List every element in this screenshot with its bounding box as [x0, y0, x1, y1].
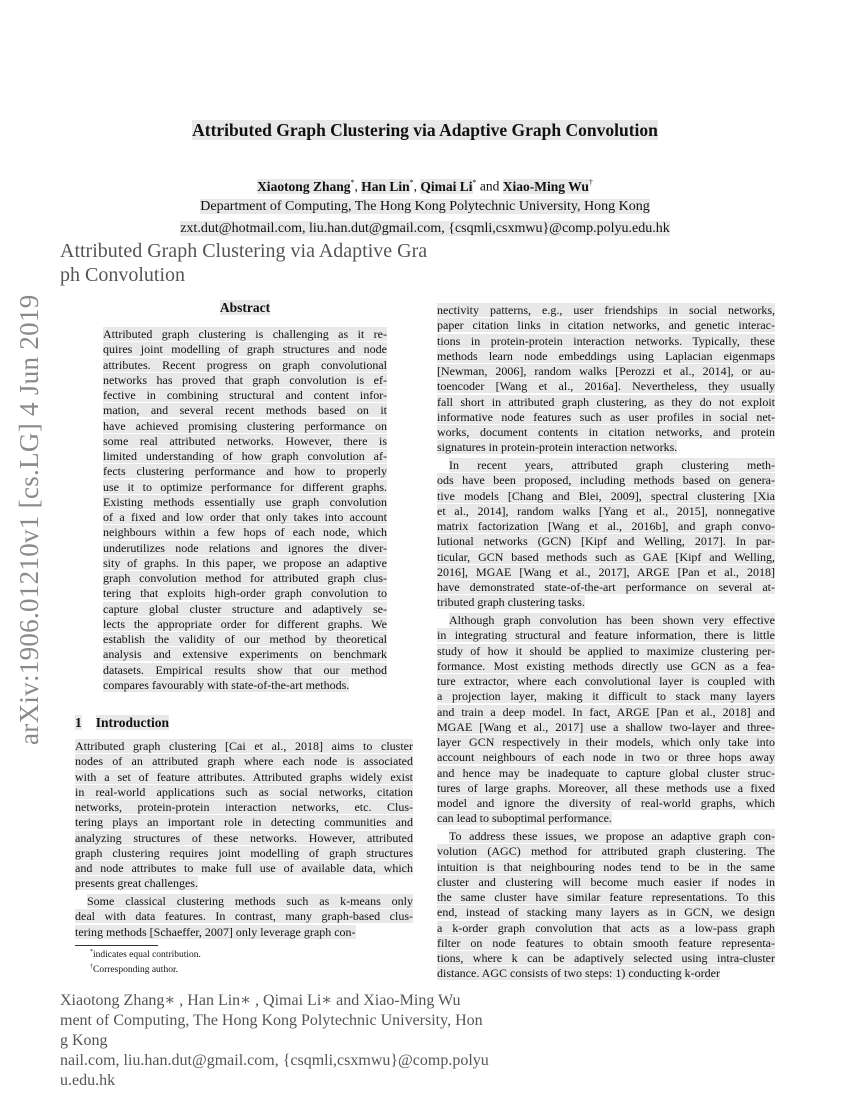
footnote-mark: * — [90, 949, 93, 955]
text-line — [437, 440, 775, 455]
section-number: 1 — [75, 715, 82, 730]
text-line-content: layer GCN respectively in their models, which only take into — [437, 735, 775, 749]
text-line-content: signatures in protein-protein interaction networks. — [437, 440, 678, 455]
text-line-content: quires joint modelling of graph structures and node — [103, 342, 387, 357]
text-line-content: ture extractor, where each convolutional layer is coupled with — [437, 674, 775, 688]
text-line-content: a projection layer, making it difficult to stack many layers — [437, 689, 775, 704]
text-line-content: formance. Most existing methods directly use GCN as a fea- — [437, 658, 775, 673]
text-line-content: analysis and extensive experiments on benchmark — [103, 647, 387, 662]
text-line — [437, 550, 775, 565]
text-line — [437, 750, 775, 765]
author-emails-text: zxt.dut@hotmail.com, liu.han.dut@gmail.com, {csqmli,csxmwu}@comp.polyu.edu.hk — [180, 221, 670, 236]
introduction-body-right — [437, 303, 775, 984]
text-line-content: Existing methods essentially use graph convolution — [103, 494, 387, 509]
ghost-dept-overlay-2: g Kong — [60, 1032, 108, 1049]
text-line-content: study of how it should be applied to maximize clustering per- — [437, 643, 775, 658]
text-line — [437, 395, 775, 410]
text-line-content: and train a deep model. In fact, ARGE [Pan et al., 2018] and — [437, 704, 775, 719]
text-line — [437, 334, 775, 349]
text-line-content: ticular, GCN based methods such as GAE [Kipf and Welling, — [437, 549, 775, 564]
text-line-content: volution (AGC) method for attributed graph clustering. The — [437, 844, 775, 859]
abstract-body — [103, 327, 387, 696]
affiliation-text: Department of Computing, The Hong Kong Polytechnic University, Hong Kong — [200, 199, 650, 214]
abstract-heading — [103, 300, 387, 316]
text-line-content: in integrating structural and feature information, there is little — [437, 628, 775, 643]
text-line-content: lects the appropriate order for different graphs. We — [103, 616, 387, 631]
text-line — [437, 379, 775, 394]
text-line — [437, 504, 775, 519]
text-line-content: with a set of feature attributes. Attributed graphs widely exist — [75, 769, 413, 784]
text-line-content: limited understanding of how graph convolution af- — [103, 449, 387, 463]
footnote-rule — [75, 945, 158, 946]
text-line-content: tive models [Chang and Blei, 2009], spectral clustering [Xia — [437, 488, 775, 503]
text-line — [103, 617, 387, 632]
ghost-authors-overlay: Xiaotong Zhang∗ , Han Lin∗ , Qimai Li∗ and Xiao-Ming Wu — [60, 992, 461, 1009]
text-line-content: analyzing structures of these networks. However, attributed — [75, 830, 413, 845]
text-line — [437, 364, 775, 379]
text-line-content: account neighbours of each node in two or three hops away — [437, 750, 775, 765]
ghost-emails-overlay-2: u.edu.hk — [60, 1072, 116, 1089]
text-line — [437, 458, 775, 473]
text-line — [103, 571, 387, 586]
text-line-content: Attributed graph clustering is challenging as it re- — [103, 327, 387, 341]
text-line — [75, 815, 413, 830]
text-line — [75, 876, 413, 891]
text-line — [437, 951, 775, 966]
affiliation — [0, 199, 850, 215]
text-line-content: MGAE [Wang et al., 2017] use a shallow two-layer and three- — [437, 719, 775, 734]
text-line-content: the same cluster have similar feature representations. To this — [437, 890, 775, 904]
text-line-content: et al., 2014], random walks [Yang et al., 2015], nonnegative — [437, 503, 775, 518]
text-line — [437, 595, 775, 610]
text-line-content: tions, where k can be adaptively selected using intra-cluster — [437, 951, 775, 965]
text-line-content: tions in protein-protein interaction networks. Typically, these — [437, 333, 775, 348]
text-line — [437, 519, 775, 534]
text-line-content: toencoder [Wang et al., 2016a]. Nevertheless, they usually — [437, 379, 775, 394]
ghost-title-overlay: Attributed Graph Clustering via Adaptive Gra — [60, 240, 428, 262]
text-line — [75, 861, 413, 876]
text-line — [103, 525, 387, 540]
text-line — [103, 632, 387, 647]
text-line — [103, 480, 387, 495]
text-line — [437, 580, 775, 595]
text-line — [437, 410, 775, 425]
text-line-content: Some classical clustering methods such as k-means only — [87, 894, 413, 908]
arxiv-identifier: arXiv:1906.01210v1 [cs.LG] 4 Jun 2019 — [14, 294, 44, 745]
text-line-content: methods learn node embeddings using Laplacian eigenmaps — [437, 348, 775, 363]
author-mark: * — [409, 178, 414, 187]
text-line — [437, 318, 775, 333]
text-line-content: use it to optimize performance for different graphs. — [103, 479, 387, 494]
paragraph — [437, 613, 775, 827]
text-line — [437, 829, 775, 844]
text-line-content: [Newman, 2006], random walks [Perozzi et al., 2014], or au- — [437, 364, 775, 378]
text-line-content: tributed graph clustering tasks. — [437, 595, 585, 610]
author-mark: † — [588, 178, 593, 187]
text-line-content: works, document contents in citation networks, and protein — [437, 425, 775, 439]
text-line-content: model and ignore the diversity of real-world graphs, which — [437, 796, 775, 810]
paragraph — [103, 327, 387, 693]
author-separator: , — [413, 178, 421, 194]
text-line-content: have demonstrated state-of-the-art performance on several at- — [437, 580, 775, 594]
text-line — [103, 663, 387, 678]
text-line-content: cluster and clustering will become much easier if nodes in — [437, 874, 775, 889]
text-line-content: Attributed graph clustering [Cai et al., 2018] aims to cluster — [75, 739, 413, 753]
text-line — [437, 303, 775, 318]
author-name: Xiaotong Zhang — [257, 178, 351, 194]
footnote-equal-contribution — [90, 949, 201, 960]
footnote-text: Corresponding author. — [93, 965, 178, 976]
paragraph — [437, 458, 775, 611]
text-line — [437, 473, 775, 488]
author-name: Xiao-Ming Wu — [502, 178, 589, 194]
text-line-content: paper citation links in citation networks, and genetic interac- — [437, 318, 775, 333]
text-line — [437, 781, 775, 796]
text-line — [437, 628, 775, 643]
text-line — [103, 510, 387, 525]
text-line — [75, 785, 413, 800]
paper-title — [0, 120, 850, 141]
ghost-dept-overlay: ment of Computing, The Hong Kong Polytechnic University, Hon — [60, 1012, 483, 1029]
text-line-content: datasets. Empirical results show that our method — [103, 662, 387, 677]
text-line-content: mation, and several recent methods based on it — [103, 403, 387, 418]
text-line — [75, 846, 413, 861]
text-line-content: tering plays an important role in detecting communities and — [75, 815, 413, 830]
text-line-content: sity of graphs. In this paper, we propose an adaptive — [103, 555, 387, 570]
text-line — [75, 894, 413, 909]
text-line-content: can lead to suboptimal performance. — [437, 811, 612, 826]
text-line-content: attributes. Recent progress on graph convolutional — [103, 357, 387, 372]
text-line — [103, 342, 387, 357]
text-line-content: presents great challenges. — [75, 876, 198, 891]
text-line — [75, 925, 413, 940]
author-name: Qimai Li — [420, 178, 473, 194]
text-line — [103, 449, 387, 464]
text-line — [437, 720, 775, 735]
text-line-content: and hence may be inadequate to capture global cluster struc- — [437, 765, 775, 780]
text-line — [75, 754, 413, 769]
author-separator: , — [354, 178, 362, 194]
text-line-content: distance. AGC consists of two steps: 1) conducting k-order — [437, 966, 720, 981]
text-line — [437, 921, 775, 936]
text-line — [103, 327, 387, 342]
text-line — [103, 419, 387, 434]
text-line — [437, 613, 775, 628]
text-line — [437, 425, 775, 440]
section-title: Introduction — [95, 715, 170, 730]
text-line — [437, 659, 775, 674]
text-line — [437, 860, 775, 875]
introduction-body-left — [75, 739, 413, 942]
text-line-content: informative node features such as user profiles in social net- — [437, 409, 775, 424]
text-line-content: and node attributes to make full use of available data, which — [75, 861, 413, 875]
section-heading-introduction — [75, 715, 169, 731]
text-line-content: networks has proved that graph convolution is ef- — [103, 372, 387, 387]
text-line — [437, 489, 775, 504]
text-line-content: a k-order graph convolution that acts as a low-pass graph — [437, 920, 775, 935]
text-line — [75, 800, 413, 815]
text-line — [103, 602, 387, 617]
text-line — [75, 770, 413, 785]
text-line — [437, 890, 775, 905]
text-line-content: intuition is that neighbouring nodes tend to be in the same — [437, 859, 775, 874]
text-line — [437, 936, 775, 951]
text-line-content: underutilizes node relations and ignores the diver- — [103, 540, 387, 555]
author-name: Han Lin — [361, 178, 410, 194]
paper-title-text: Attributed Graph Clustering via Adaptive Graph Convolution — [192, 120, 658, 140]
text-line — [103, 541, 387, 556]
text-line-content: have achieved promising clustering performance on — [103, 418, 387, 433]
text-line — [75, 739, 413, 754]
text-line-content: neighbours within a few hops of each node, which — [103, 525, 387, 540]
text-line — [75, 831, 413, 846]
text-line-content: tering methods [Schaeffer, 2007] only leverage graph con- — [75, 924, 356, 939]
text-line-content: 2016], MGAE [Wang et al., 2017], ARGE [Pan et al., 2018] — [437, 564, 775, 579]
footnote-mark: † — [90, 964, 93, 970]
author-mark: * — [350, 178, 355, 187]
footnote-text: indicates equal contribution. — [93, 950, 201, 961]
text-line — [103, 495, 387, 510]
author-separator: and — [476, 178, 503, 194]
text-line — [103, 358, 387, 373]
paragraph — [437, 303, 775, 456]
text-line — [437, 349, 775, 364]
text-line-content: ods have been proposed, including methods based on genera- — [437, 473, 775, 488]
text-line — [75, 909, 413, 924]
text-line-content: tering that exploits high-order graph convolution to — [103, 586, 387, 601]
text-line — [103, 647, 387, 662]
text-line-content: establish the validity of our method by theoretical — [103, 632, 387, 646]
text-line — [437, 875, 775, 890]
text-line — [103, 586, 387, 601]
text-line-content: fective in combining structural and content infor- — [103, 388, 387, 402]
text-line-content: fall short in attributed graph clustering, as they do not exploit — [437, 394, 775, 409]
text-line — [103, 434, 387, 449]
text-line — [103, 403, 387, 418]
text-line — [437, 674, 775, 689]
author-emails — [0, 221, 850, 237]
text-line — [437, 796, 775, 811]
text-line-content: of a fixed and low order that only takes into account — [103, 510, 387, 524]
text-line-content: deal with data features. In contrast, many graph-based clus- — [75, 909, 413, 924]
text-line-content: graph convolution method for attributed graph clus- — [103, 571, 387, 585]
ghost-title-overlay-2: ph Convolution — [60, 264, 186, 286]
text-line-content: fects clustering performance and how to properly — [103, 464, 387, 479]
text-line-content: In recent years, attributed graph clustering meth- — [449, 458, 775, 472]
text-line-content: networks, protein-protein interaction networks, etc. Clus- — [75, 800, 413, 814]
text-line-content: tures of large graphs. Moreover, all these methods use a fixed — [437, 780, 775, 795]
paragraph — [75, 739, 413, 892]
text-line — [437, 811, 775, 826]
text-line-content: To address these issues, we propose an adaptive graph con- — [449, 829, 775, 843]
text-line-content: in real-world applications such as social networks, citation — [75, 784, 413, 799]
text-line-content: graph clustering requires joint modelling of graph structures — [75, 845, 413, 860]
text-line — [103, 464, 387, 479]
text-line-content: capture global cluster structure and adaptively se- — [103, 601, 387, 616]
ghost-emails-overlay: nail.com, liu.han.dut@gmail.com, {csqmli,csxmwu}@comp.polyu — [60, 1052, 489, 1069]
text-line — [437, 844, 775, 859]
text-line-content: nectivity patterns, e.g., user friendships in social networks, — [437, 303, 775, 317]
text-line — [437, 534, 775, 549]
paragraph — [75, 894, 413, 940]
abstract-heading-text: Abstract — [219, 300, 271, 315]
text-line — [437, 966, 775, 981]
text-line — [103, 373, 387, 388]
text-line — [103, 678, 387, 693]
author-list — [0, 178, 850, 195]
text-line — [103, 388, 387, 403]
text-line — [437, 766, 775, 781]
author-mark: * — [472, 178, 477, 187]
text-line-content: filter on node features to obtain smooth feature representa- — [437, 935, 775, 950]
paragraph — [437, 829, 775, 982]
text-line — [437, 644, 775, 659]
text-line-content: Although graph convolution has been shown very effective — [449, 613, 775, 627]
text-line-content: some real attributed networks. However, there is — [103, 433, 387, 448]
text-line-content: nodes of an attributed graph where each node is associated — [75, 754, 413, 769]
text-line-content: lutional networks (GCN) [Kipf and Welling, 2017]. In par- — [437, 534, 775, 549]
text-line — [437, 705, 775, 720]
text-line — [437, 735, 775, 750]
text-line-content: compares favourably with state-of-the-art methods. — [103, 677, 350, 692]
text-line — [103, 556, 387, 571]
text-line — [437, 689, 775, 704]
text-line — [437, 905, 775, 920]
text-line — [437, 565, 775, 580]
footnote-corresponding-author — [90, 964, 178, 975]
text-line-content: end, instead of stacking many layers as in GCN, we design — [437, 905, 775, 920]
text-line-content: matrix factorization [Wang et al., 2016b], and graph convo- — [437, 519, 775, 533]
